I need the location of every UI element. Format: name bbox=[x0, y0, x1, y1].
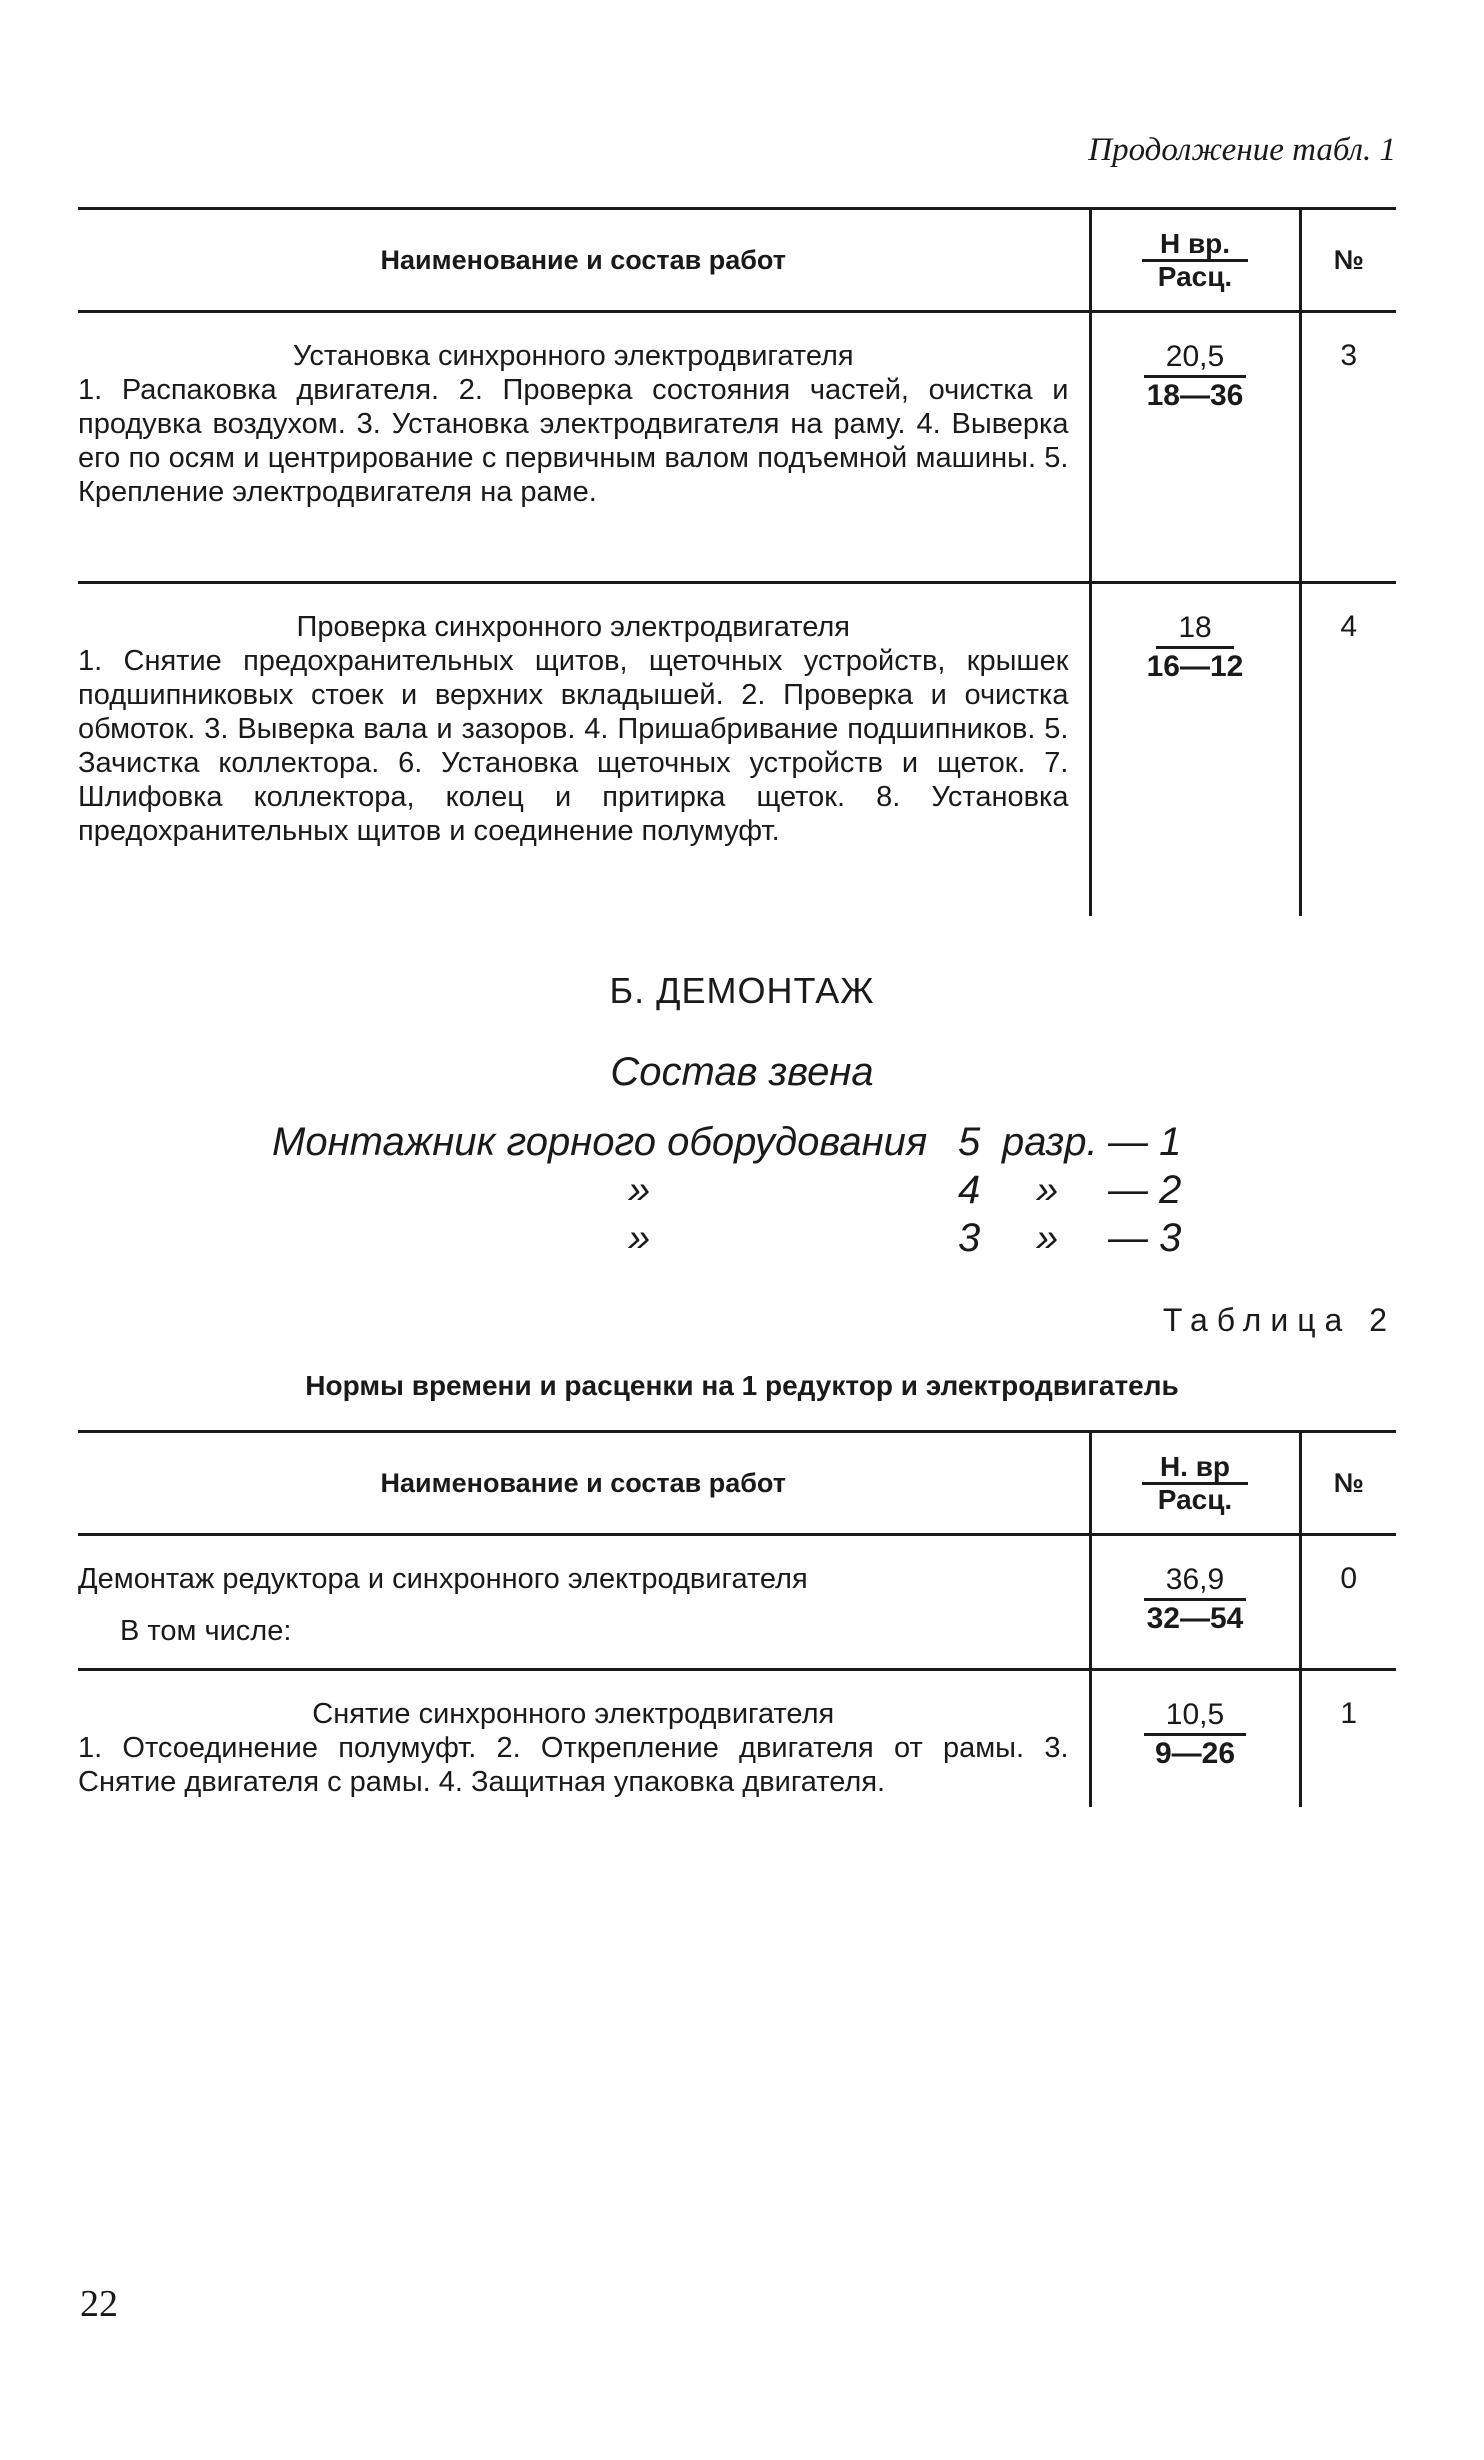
crew-title: Состав звена bbox=[610, 1050, 874, 1094]
work-cell bbox=[78, 1535, 1090, 1670]
crew-list bbox=[0, 1120, 1484, 1270]
norm-rate-cell bbox=[1090, 1670, 1300, 1808]
crew-grade-unit: разр. bbox=[1002, 1120, 1098, 1164]
rate-value: 9—26 bbox=[1154, 1737, 1236, 1770]
rate-value: 32—54 bbox=[1146, 1602, 1244, 1635]
norms-table-1 bbox=[78, 207, 1396, 916]
table-header-row bbox=[78, 1432, 1396, 1535]
header-rate: Расц. bbox=[1157, 260, 1233, 292]
table-row bbox=[78, 312, 1396, 583]
crew-grade-unit: » bbox=[1036, 1216, 1059, 1260]
section-title: Б. ДЕМОНТАЖ bbox=[609, 970, 875, 1011]
header-norm-rate bbox=[1090, 209, 1300, 312]
norm-value: 36,9 bbox=[1144, 1562, 1246, 1601]
header-number: № bbox=[1300, 209, 1396, 312]
header-norm: Н вр. bbox=[1142, 229, 1248, 262]
table-header-row bbox=[78, 209, 1396, 312]
work-title: Установка синхронного электродвигателя bbox=[292, 340, 854, 372]
crew-grade-unit: » bbox=[1036, 1168, 1059, 1212]
table-label: Таблица 2 bbox=[1162, 1302, 1396, 1338]
norm-rate-cell bbox=[1090, 583, 1300, 917]
table-row bbox=[78, 1535, 1396, 1670]
continuation-note: Продолжение табл. 1 bbox=[1088, 132, 1396, 168]
work-cell bbox=[78, 312, 1090, 583]
work-description: 1. Распаковка двигателя. 2. Проверка состояния частей, очистка и продувка воздухом. 3. Установка электродвигателя на раму. 4. Выверка его по осям и центрирование с первичным валом подъемной машины. 5. Крепление электродвигателя на раме. bbox=[78, 374, 1069, 508]
header-norm: Н. вр bbox=[1142, 1452, 1248, 1485]
work-cell bbox=[78, 583, 1090, 917]
page-number: 22 bbox=[80, 2283, 118, 2325]
norms-table-2 bbox=[78, 1430, 1396, 1807]
header-rate: Расц. bbox=[1157, 1483, 1233, 1515]
work-description: 1. Отсоединение полумуфт. 2. Открепление двигателя от рамы. 3. Снятие двигателя с рамы. 4. Защитная упаковка двигателя. bbox=[78, 1732, 1069, 1798]
norm-value: 10,5 bbox=[1144, 1697, 1246, 1736]
norm-value: 20,5 bbox=[1144, 339, 1246, 378]
row-number: 1 bbox=[1300, 1670, 1396, 1808]
norm-rate-cell bbox=[1090, 312, 1300, 583]
table-caption: Нормы времени и расценки на 1 редуктор и электродвигатель bbox=[305, 1370, 1179, 1401]
crew-grade: 3 bbox=[958, 1216, 981, 1260]
table-row bbox=[78, 583, 1396, 917]
crew-line bbox=[0, 1216, 1484, 1266]
header-norm-rate bbox=[1090, 1432, 1300, 1535]
work-title: Демонтаж редуктора и синхронного электродвигателя bbox=[78, 1563, 808, 1595]
table-row bbox=[78, 1670, 1396, 1808]
work-cell bbox=[78, 1670, 1090, 1808]
crew-grade: 5 bbox=[958, 1120, 981, 1164]
rate-value: 16—12 bbox=[1146, 650, 1244, 683]
crew-profession: Монтажник горного оборудования bbox=[272, 1120, 928, 1164]
row-number: 3 bbox=[1300, 312, 1396, 583]
row-number: 0 bbox=[1300, 1535, 1396, 1670]
header-work: Наименование и состав работ bbox=[78, 209, 1090, 312]
work-subtitle: В том числе: bbox=[120, 1615, 292, 1647]
crew-count: — 3 bbox=[1108, 1216, 1182, 1260]
header-work: Наименование и состав работ bbox=[78, 1432, 1090, 1535]
row-number: 4 bbox=[1300, 583, 1396, 917]
work-title: Снятие синхронного электродвигателя bbox=[312, 1698, 835, 1730]
crew-count: — 2 bbox=[1108, 1168, 1182, 1212]
work-description: 1. Снятие предохранительных щитов, щеточных устройств, крышек подшипниковых стоек и верхних вкладышей. 2. Проверка и очистка обмоток. 3. Выверка вала и зазоров. 4. Пришабривание подшипников. 5. Зачистка коллектора. 6. Установка щеточных устройств и щеток. 7. Шлифовка коллектора, колец и притирка щеток. 8. Установка предохранительных щитов и соединение полумуфт. bbox=[78, 645, 1069, 847]
crew-grade: 4 bbox=[958, 1168, 981, 1212]
norm-rate-cell bbox=[1090, 1535, 1300, 1670]
crew-count: — 1 bbox=[1108, 1120, 1182, 1164]
crew-line bbox=[0, 1120, 1484, 1170]
work-title: Проверка синхронного электродвигателя bbox=[296, 611, 851, 643]
header-number: № bbox=[1300, 1432, 1396, 1535]
crew-profession: » bbox=[628, 1216, 651, 1260]
norm-value: 18 bbox=[1156, 610, 1233, 649]
crew-profession: » bbox=[628, 1168, 651, 1212]
crew-line bbox=[0, 1168, 1484, 1218]
rate-value: 18—36 bbox=[1146, 379, 1244, 412]
